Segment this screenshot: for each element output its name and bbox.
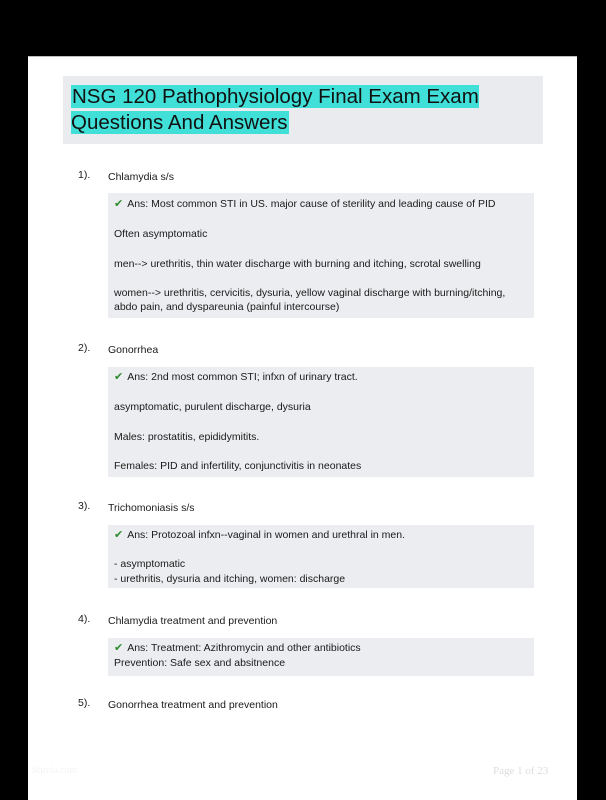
footer-watermark: Stuvia.com	[32, 765, 78, 776]
question-text: Chlamydia treatment and prevention	[108, 615, 278, 627]
question-text: Gonorrhea treatment and prevention	[108, 699, 278, 711]
answer-line: Often asymptomatic	[114, 228, 208, 240]
answer-line: Females: PID and infertility, conjunctivitis in neonates	[114, 460, 362, 472]
document-page	[28, 56, 577, 800]
check-icon: ✔	[114, 197, 124, 210]
answer-line: women--> urethritis, cervicitis, dysuria, yellow vaginal discharge with burning/itching, abdo pain, and dyspareunia (painful intercourse)	[114, 287, 506, 313]
answer-line: Males: prostatitis, epididymitits.	[114, 431, 260, 443]
answer-line: ✔ Ans: Most common STI in US. major cause of sterility and leading cause of PID	[114, 197, 496, 210]
answer-1	[108, 193, 534, 318]
question-number: 2).	[78, 342, 91, 354]
answer-line: - urethritis, dysuria and itching, women: discharge	[114, 573, 346, 585]
question-number: 1).	[78, 169, 91, 181]
page-title	[71, 84, 531, 136]
check-icon: ✔	[114, 641, 124, 654]
question-text: Trichomoniasis s/s	[108, 502, 195, 514]
question-number: 5).	[78, 697, 91, 709]
question-text: Chlamydia s/s	[108, 171, 174, 183]
question-number: 3).	[78, 500, 91, 512]
top-divider	[28, 56, 577, 57]
answer-line: ✔ Ans: 2nd most common STI; infxn of urinary tract.	[114, 370, 358, 383]
check-icon: ✔	[114, 370, 124, 383]
answer-2	[108, 367, 534, 477]
answer-line: - asymptomatic	[114, 558, 186, 570]
question-number: 4).	[78, 613, 91, 625]
answer-line: ✔ Ans: Protozoal infxn--vaginal in women and urethral in men.	[114, 528, 406, 541]
page-number: Page 1 of 23	[493, 765, 549, 777]
question-text: Gonorrhea	[108, 344, 159, 356]
answer-3	[108, 525, 534, 588]
answer-line: ✔ Ans: Treatment: Azithromycin and other antibiotics	[114, 641, 361, 654]
answer-line: men--> urethritis, thin water discharge with burning and itching, scrotal swelling	[114, 258, 481, 270]
answer-4	[108, 638, 534, 676]
answer-line: asymptomatic, purulent discharge, dysuria	[114, 401, 311, 413]
check-icon: ✔	[114, 528, 124, 541]
answer-line: Prevention: Safe sex and absitnence	[114, 657, 286, 669]
page-title-text: NSG 120 Pathophysiology Final Exam Exam Questions And Answers	[71, 85, 479, 134]
